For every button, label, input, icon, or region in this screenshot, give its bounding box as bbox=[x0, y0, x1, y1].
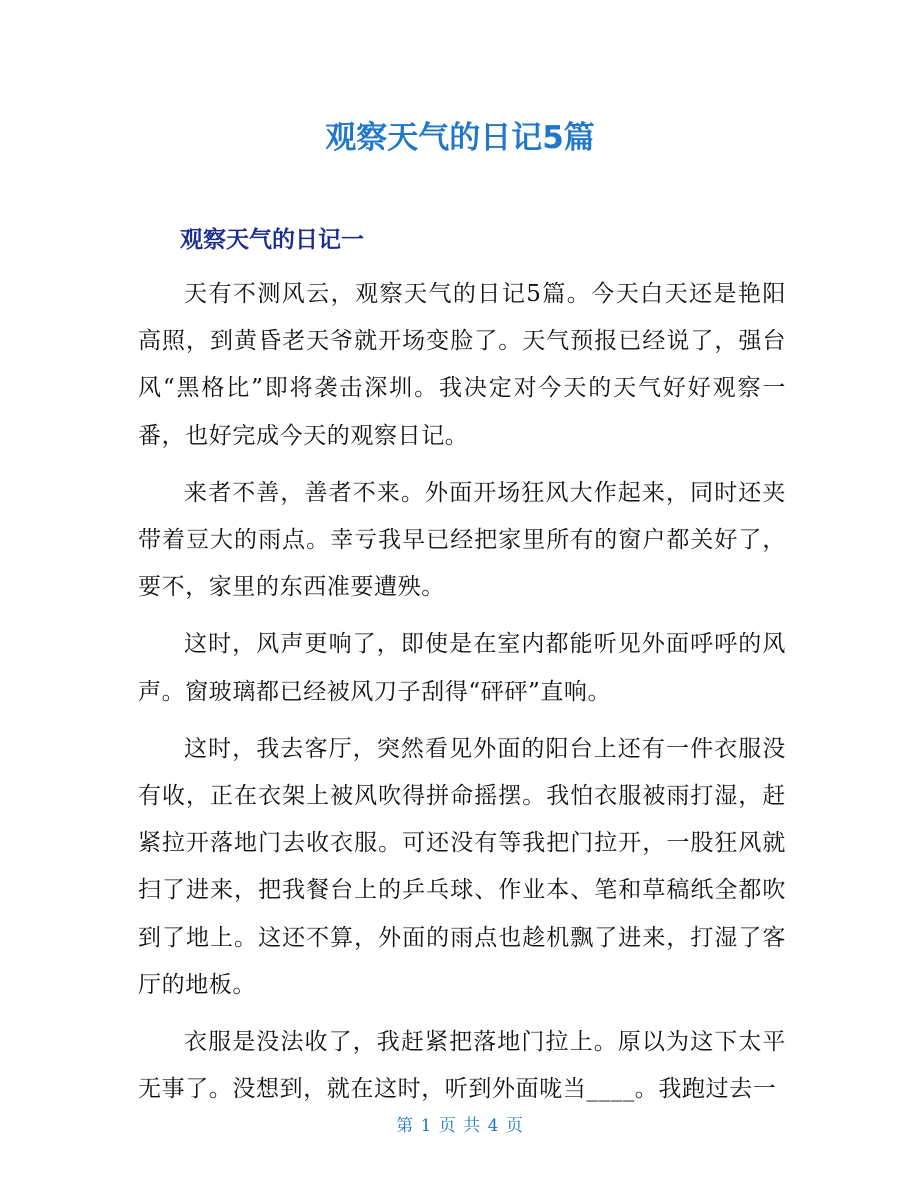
paragraph-4: 这时，我去客厅，突然看见外面的阳台上还有一件衣服没有收，正在衣架上被风吹得拼命摇摆。我怕衣服被雨打湿，赶紧拉开落地门去收衣服。可还没有等我把门拉开，一股狂风就扫了进来，把我餐台上的乒乓球、作业本、笔和草稿纸全都吹到了地上。这还不算，外面的雨点也趁机飘了进来，打湿了客厅的地板。 bbox=[138, 735, 786, 998]
paragraph-5: 衣服是没法收了，我赶紧把落地门拉上。原以为这下太平无事了。没想到，就在这时，听到外面咙当____。我跑过去一 bbox=[138, 1029, 786, 1103]
document-body bbox=[138, 271, 786, 1123]
document-title: 观察天气的日记5篇 bbox=[325, 120, 595, 156]
page-number-footer: 第 1 页 共 4 页 bbox=[396, 1116, 524, 1136]
paragraph-3: 这时，风声更响了，即使是在室内都能听见外面呼呼的风声。窗玻璃都已经被风刀子刮得“砰砰”直响。 bbox=[138, 631, 786, 705]
section-heading: 观察天气的日记一 bbox=[180, 227, 364, 253]
paragraph-2: 来者不善，善者不来。外面开场狂风大作起来，同时还夹带着豆大的雨点。幸亏我早已经把家里所有的窗户都关好了，要不，家里的东西准要遭殃。 bbox=[138, 479, 786, 601]
paragraph-1: 天有不测风云，观察天气的日记5篇。今天白天还是艳阳高照，到黄昏老天爷就开场变脸了。天气预报已经说了，强台风“黑格比”即将袭击深圳。我决定对今天的天气好好观察一番，也好完成今天的观察日记。 bbox=[138, 281, 786, 449]
